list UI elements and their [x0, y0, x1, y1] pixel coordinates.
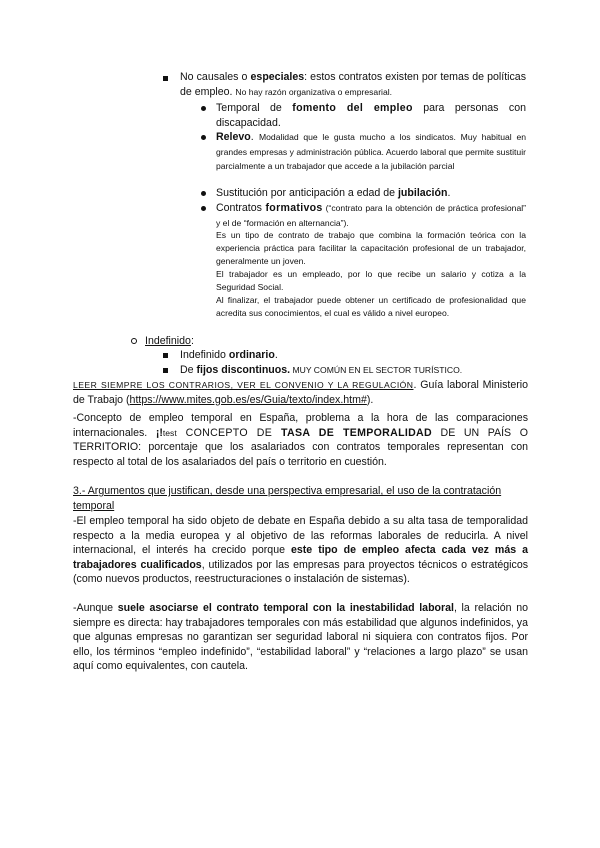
dot-bullet-icon — [201, 187, 206, 202]
formativos-item — [216, 201, 526, 230]
text: No causales o — [180, 71, 251, 83]
text: -Aunque — [73, 602, 118, 614]
dot-bullet-icon — [201, 202, 206, 217]
bold-text: fomento del empleo — [292, 102, 413, 114]
small-text: MUY COMÚN EN EL SECTOR TURÍSTICO. — [290, 365, 463, 375]
text: . — [447, 187, 451, 199]
text: , la relación no siempre es directa: hay trabajadores temporales con más estabilidad que algunos indefinidos, ya que algunas empresas no garantizan ser seguridad laboral ni siquiera con contratos fijos. Por ello, los términos “empleo indefinido”, “estabilidad laboral” y “relaciones a largo plazo” se usan aquí como equivalentes, con cautela. — [73, 602, 528, 672]
text: -El empleo temporal ha sido objeto de debate en España debido a su alta tasa de temporalidad respecto a la media europea y al objetivo de las reformas laborales de reducirla. A nivel internacional, el interés ha crecido porque — [73, 515, 528, 556]
fomento-item — [216, 101, 526, 130]
concepto-paragraph — [73, 411, 528, 469]
bold-text: este tipo de empleo afecta cada vez más a trabajadores cualificados — [73, 544, 528, 571]
square-bullet-icon — [163, 349, 168, 364]
text: DE UN PAÍS O TERRITORIO: porcentaje que los asalariados con contratos temporales representan con respecto al total de los asalariados del país o territorio en cuestión. — [73, 426, 528, 468]
text: : — [190, 335, 194, 347]
fijos-discontinuos-item — [180, 363, 526, 378]
empleo-temporal-paragraph — [73, 514, 528, 587]
underlined-text: LEER SIEMPRE LOS CONTRARIOS, VER EL CONVENIO Y LA REGULACIÓN — [73, 380, 414, 390]
text: -Concepto de empleo temporal en España, problema a la hora de las comparaciones internacionales. — [73, 412, 528, 439]
small-text: Modalidad que le gusta mucho a los sindicatos. Muy habitual en grandes empresas y administración pública. Acuerdo laboral que permite sustituir parcialmente a un trabajador que accede a la jubilación parcial — [216, 132, 527, 171]
bold-text: Relevo — [216, 131, 251, 143]
text: Contratos — [216, 202, 266, 214]
bold-text: TASA DE TEMPORALIDAD — [281, 426, 432, 439]
square-bullet-icon — [163, 364, 168, 379]
square-bullet-icon — [163, 72, 168, 87]
text: para personas con discapacidad. — [216, 102, 526, 129]
bold-text: ¡! — [155, 426, 163, 439]
relevo-item — [216, 130, 526, 174]
underlined-text: 3.- Argumentos que justifican, desde una perspectiva empresarial, el uso de la contratación temporal — [73, 485, 502, 512]
bold-text: formativos — [265, 202, 323, 214]
bold-text: ordinario — [228, 349, 275, 361]
bold-text: especiales — [250, 71, 305, 83]
indefinido-item — [145, 334, 194, 349]
underlined-text: Indefinido — [145, 335, 191, 347]
sustitucion-item — [216, 186, 526, 201]
indefinido-ordinario-item — [180, 348, 278, 363]
text: . — [274, 349, 278, 361]
small-text: (“contrato para la obtención de práctica profesional” y el de “formación en alternancia”). — [216, 203, 526, 228]
small-text: No hay razón organizativa o empresarial. — [235, 86, 393, 97]
formativos-paragraph-2: El trabajador es un empleado, por lo que recibe un salario y cotiza a la Seguridad Social. — [216, 269, 526, 292]
guia-laboral-link[interactable]: https://www.mites.gob.es/es/Guia/texto/index.htm# — [129, 393, 367, 406]
text: , utilizados por las empresas para proyectos técnicos o estratégicos (como nuevos productos, reestructuraciones o instalación de sistemas). — [73, 558, 529, 585]
no-causales-item — [180, 70, 526, 99]
text: . Guía laboral Ministerio de Trabajo ( — [73, 379, 528, 406]
text: CONCEPTO DE — [176, 426, 282, 439]
formativos-paragraph-1: Es un tipo de contrato de trabajo que combina la formación teórica con la experiencia práctica para facilitar la capacitación profesional de un trabajador, generalmente un joven. — [216, 230, 526, 266]
text: Sustitución por anticipación a edad de — [216, 187, 398, 199]
text: . — [250, 131, 259, 143]
formativos-paragraph-3: Al finalizar, el trabajador puede obtener un certificado de profesionalidad que acredita sus conocimientos, el cual es válido a nivel europeo. — [216, 295, 526, 318]
section-3-heading — [73, 484, 528, 513]
aunque-paragraph — [73, 601, 528, 674]
text: ). — [366, 393, 374, 406]
small-text: test — [162, 427, 177, 438]
bold-text: fijos discontinuos. — [196, 364, 291, 376]
text: : estos contratos existen por temas de políticas de empleo. — [180, 71, 526, 98]
leer-paragraph — [73, 378, 528, 407]
bold-text: jubilación — [397, 187, 448, 199]
text: De — [180, 364, 197, 376]
text: Indefinido — [180, 349, 229, 361]
dot-bullet-icon — [201, 102, 206, 117]
dot-bullet-icon — [201, 131, 206, 146]
bold-text: suele asociarse el contrato temporal con la inestabilidad laboral — [117, 602, 454, 614]
circle-bullet-icon — [131, 335, 137, 350]
text: Temporal de — [216, 102, 293, 114]
